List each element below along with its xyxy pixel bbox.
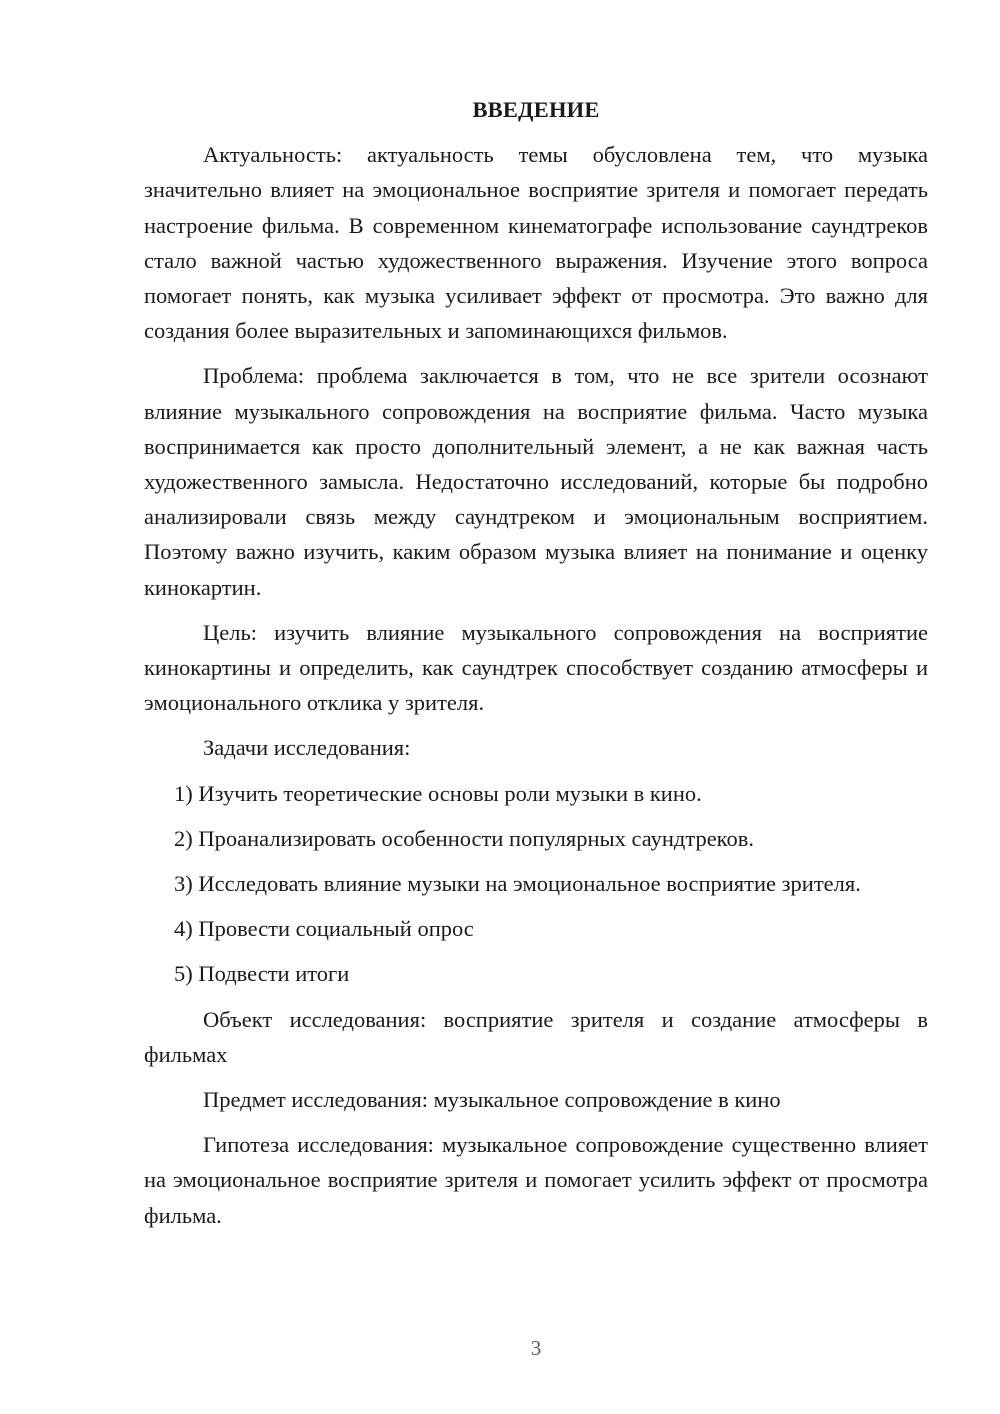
task-item-3: 3) Исследовать влияние музыки на эмоциональное восприятие зрителя. [174, 871, 861, 897]
tasks-heading: Задачи исследования: [203, 735, 411, 761]
paragraph-hypothesis: Гипотеза исследования: музыкальное сопровождение существенно влияет на эмоциональное восприятие зрителя и помогает усилить эффект от просмотра фильма. [144, 1132, 928, 1228]
paragraph-subject: Предмет исследования: музыкальное сопровождение в кино [203, 1087, 781, 1113]
document-page [144, 92, 928, 1243]
paragraph-goal: Цель: изучить влияние музыкального сопровождения на восприятие кинокартины и определить, как саундтрек способствует созданию атмосферы и эмоционального отклика у зрителя. [144, 619, 928, 716]
paragraph-object: Объект исследования: восприятие зрителя и создание атмосферы в фильмах [144, 1006, 928, 1067]
task-item-4: 4) Провести социальный опрос [174, 916, 474, 942]
task-item-1: 1) Изучить теоретические основы роли музыки в кино. [174, 780, 702, 806]
paragraph-problem: Проблема: проблема заключается в том, что не все зрители осознают влияние музыкального сопровождения на восприятие фильма. Часто музыка воспринимается как просто дополнительный элемент, а не как важная часть художественного замысла. Недостаточно исследований, которые бы подробно анализировали связь между саундтреком и эмоциональным восприятием. Поэтому важно изучить, каким образом музыка влияет на понимание и оценку кинокартин. [144, 363, 928, 600]
task-item-5: 5) Подвести итоги [174, 961, 350, 987]
paragraph-relevance: Актуальность: актуальность темы обусловлена тем, что музыка значительно влияет на эмоциональное восприятие зрителя и помогает передать настроение фильма. В современном кинематографе использование саундтреков стало важной частью художественного выражения. Изучение этого вопроса помогает понять, как музыка усиливает эффект от просмотра. Это важно для создания более выразительных и запоминающихся фильмов. [144, 142, 928, 344]
task-item-2: 2) Проанализировать особенности популярных саундтреков. [174, 825, 754, 851]
page-number: 3 [530, 1336, 542, 1360]
section-heading: ВВЕДЕНИЕ [472, 97, 600, 122]
